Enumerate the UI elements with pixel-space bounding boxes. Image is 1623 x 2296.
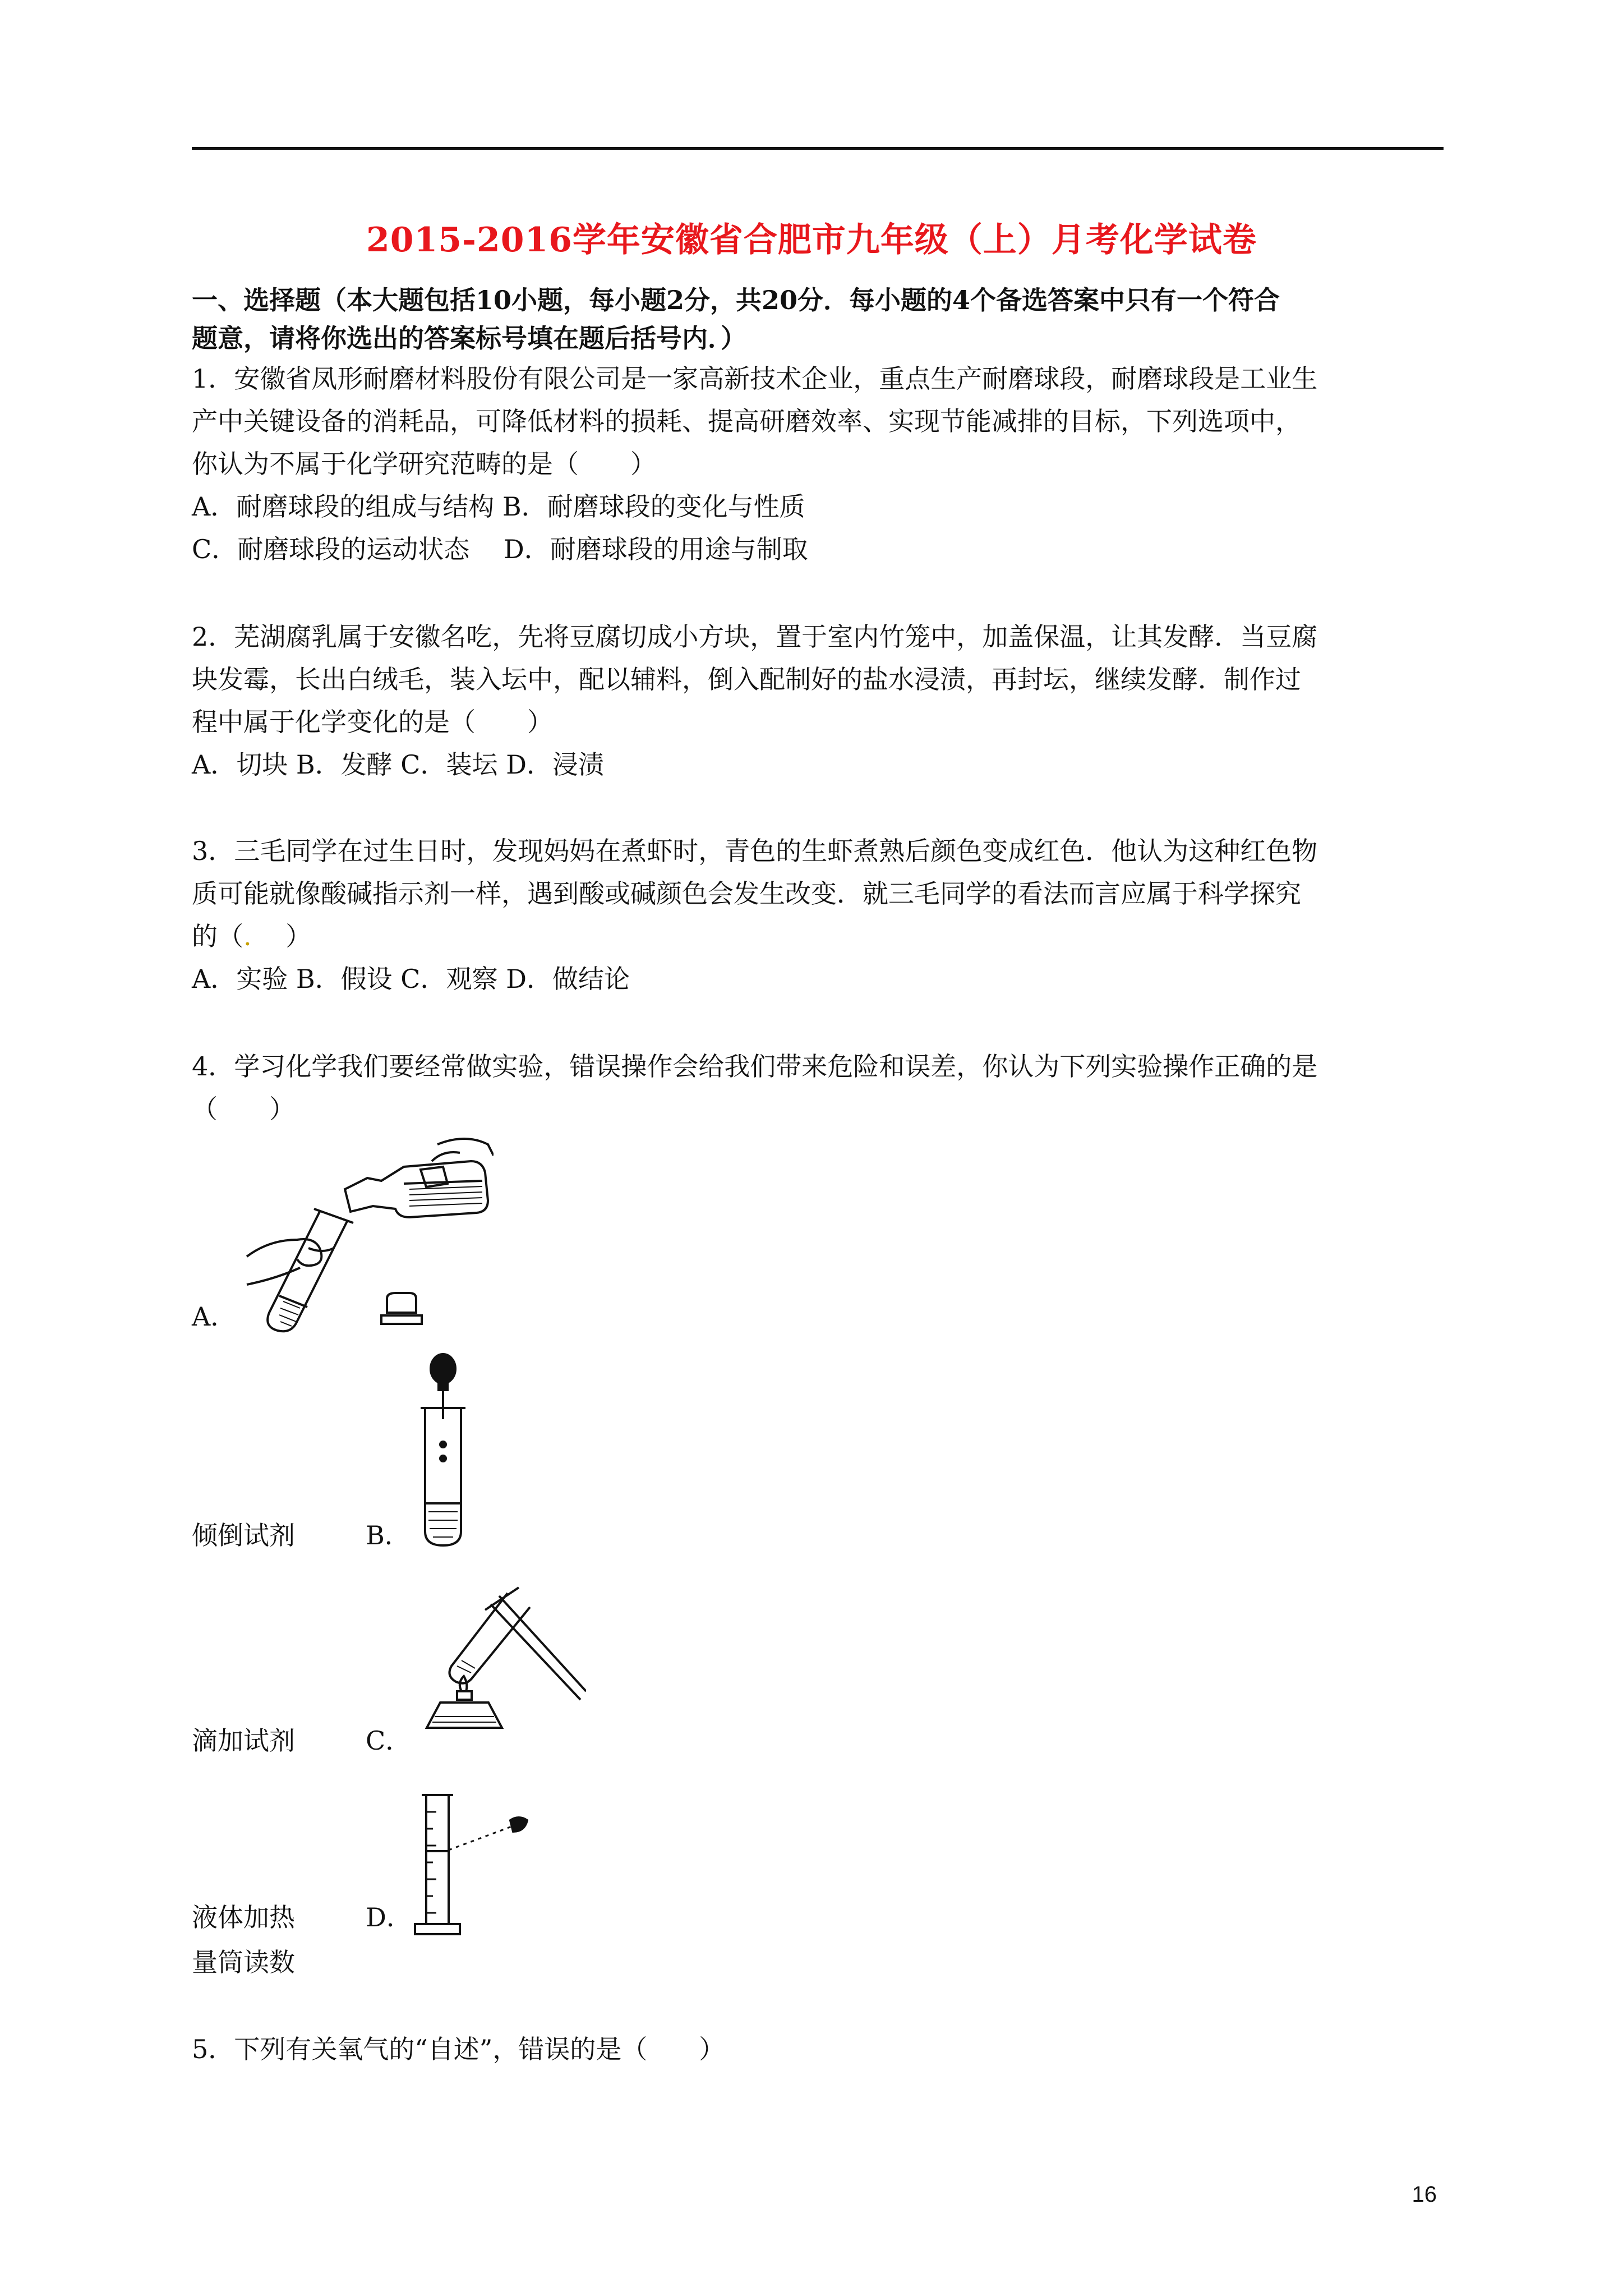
q3-line3-end: ） [251,921,312,951]
q5-line1: 5．下列有关氧气的“自述”，错误的是（ ） [192,2034,725,2064]
section-heading-line1: 一、选择题（本大题包括10小题，每小题2分，共20分．每小题的4个备选答案中只有一个符合 [192,285,1280,315]
q2-line1: 2．芜湖腐乳属于安徽名吃，先将豆腐切成小方块，置于室内竹笼中，加盖保温，让其发酵．当豆腐 [192,622,1318,652]
q3-line3 [192,923,311,949]
q1-line1: 1．安徽省凤形耐磨材料股份有限公司是一家高新技术企业，重点生产耐磨球段，耐磨球段是工业生 [192,364,1318,394]
q1-line3: 你认为不属于化学研究范畴的是（ ） [192,449,656,479]
section-heading-line2: 题意，请将你选出的答案标号填在题后括号内．） [192,323,746,353]
q4-caption-a: 倾倒试剂 [192,1520,295,1550]
q3-line3-start: 的（ [192,921,243,951]
header-rule [192,147,1444,150]
page-title: 2015-2016学年安徽省合肥市九年级（上）月考化学试卷 [366,220,1257,260]
q2-line3: 程中属于化学变化的是（ ） [192,707,553,737]
q4-label-a: A． [192,1301,237,1332]
q4-caption-d: 量筒读数 [192,1947,295,1977]
q2-line2: 块发霉，长出白绒毛，装入坛中，配以辅料，倒入配制好的盐水浸渍，再封坛，继续发酵．制作过 [192,664,1301,694]
figure-dropping-reagent [409,1352,482,1548]
q1-options-cd: C．耐磨球段的运动状态 D．耐磨球段的用途与制取 [192,534,808,564]
q4-label-c: C． [366,1726,412,1756]
page-number: 16 [1412,2182,1437,2207]
q3-line2: 质可能就像酸碱指示剂一样，遇到酸或碱颜色会发生改变．就三毛同学的看法而言应属于科学探究 [192,878,1301,909]
q4-label-d: D． [366,1902,412,1932]
q3-stray-dot: . [243,921,252,951]
q4-caption-c: 液体加热 [192,1902,295,1932]
q2-options: A．切块 B．发酵 C．装坛 D．浸渍 [192,749,604,780]
figure-pouring-reagent [236,1128,494,1335]
q3-line1: 3．三毛同学在过生日时，发现妈妈在煮虾时，青色的生虾煮熟后颜色变成红色．他认为这种红色物 [192,836,1318,866]
q4-line1: 4．学习化学我们要经常做实验，错误操作会给我们带来危险和误差，你认为下列实验操作正确的是 [192,1051,1318,1082]
q3-options: A．实验 B．假设 C．观察 D．做结论 [192,964,630,994]
q1-options-ab: A．耐磨球段的组成与结构 B．耐磨球段的变化与性质 [192,491,805,522]
q4-label-b: B． [366,1520,411,1550]
q1-line2: 产中关键设备的消耗品，可降低材料的损耗、提高研磨效率、实现节能减排的目标，下列选项中， [192,406,1301,436]
figure-reading-cylinder [409,1789,533,1941]
figure-heating-liquid [418,1576,586,1733]
q4-caption-b: 滴加试剂 [192,1726,295,1756]
q4-line2: （ ） [192,1094,295,1124]
